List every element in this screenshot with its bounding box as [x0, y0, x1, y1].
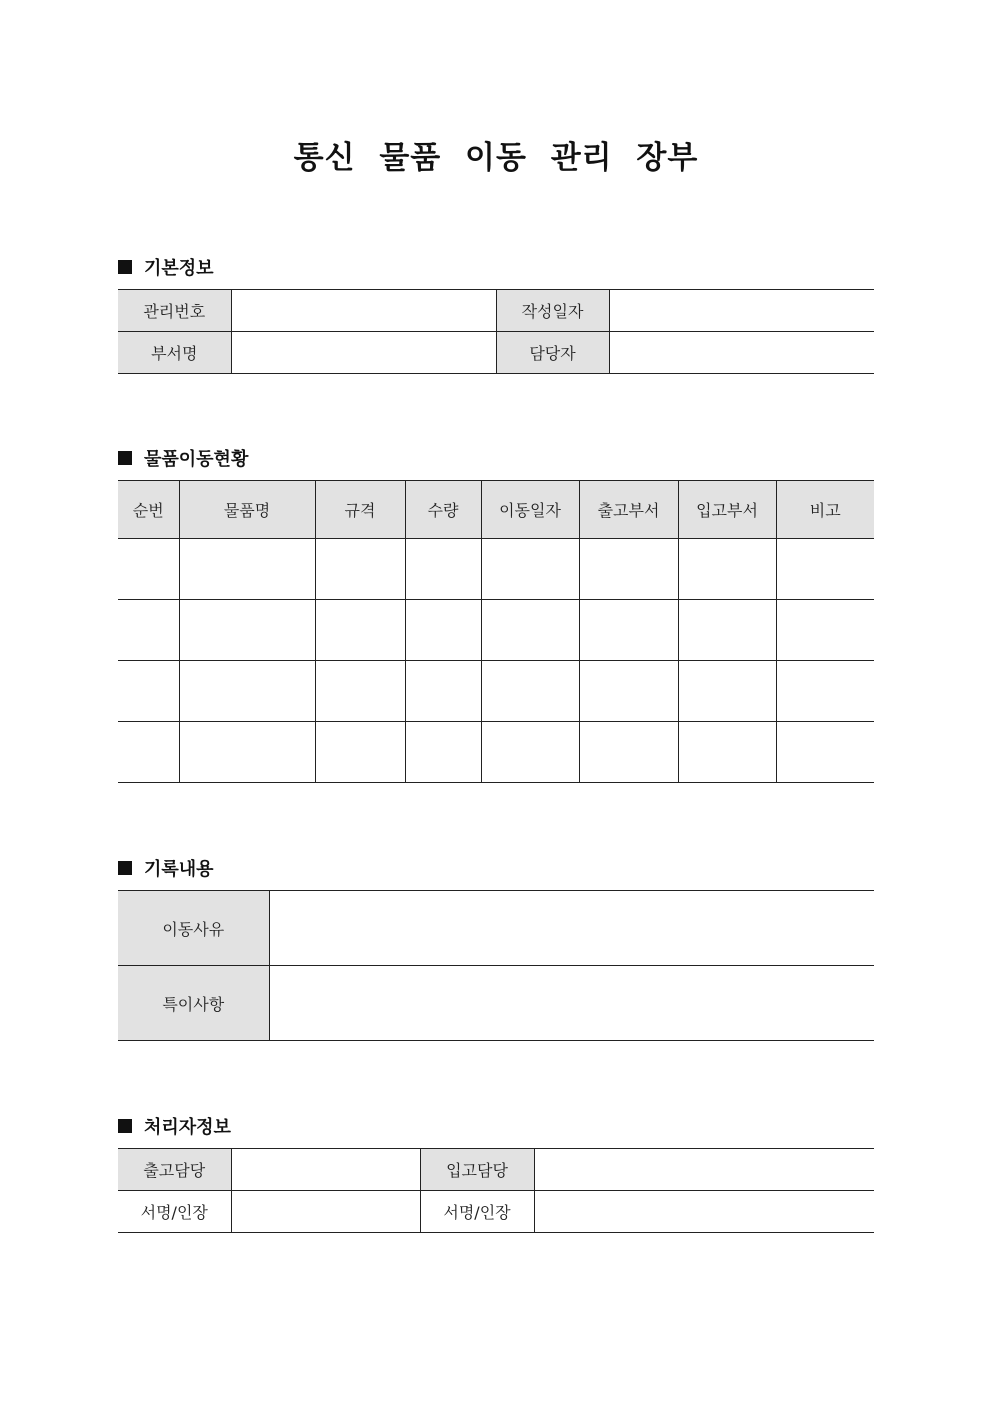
- table-cell[interactable]: [481, 722, 579, 783]
- table-cell[interactable]: [405, 600, 481, 661]
- table-row: [118, 1191, 874, 1233]
- table-cell[interactable]: [179, 539, 315, 600]
- square-bullet-icon: [118, 260, 132, 274]
- table-cell[interactable]: [315, 600, 405, 661]
- table-cell[interactable]: [118, 600, 179, 661]
- table-row: [118, 722, 874, 783]
- sign-right-label: 서명/인장: [420, 1191, 534, 1233]
- section-basic-label: 기본정보: [144, 258, 214, 279]
- table-cell[interactable]: [678, 539, 776, 600]
- column-header-remarks: 비고: [776, 481, 874, 539]
- column-header-date: 이동일자: [481, 481, 579, 539]
- column-header-qty: 수량: [405, 481, 481, 539]
- management-no-field[interactable]: [231, 290, 496, 332]
- table-cell[interactable]: [179, 722, 315, 783]
- manager-label: 담당자: [496, 332, 609, 374]
- table-cell[interactable]: [118, 539, 179, 600]
- table-cell[interactable]: [481, 600, 579, 661]
- section-movement-heading: [118, 445, 248, 471]
- table-cell[interactable]: [776, 600, 874, 661]
- table-cell[interactable]: [776, 539, 874, 600]
- column-header-out-dept: 출고부서: [579, 481, 678, 539]
- table-row: [118, 661, 874, 722]
- movement-table: [118, 480, 874, 783]
- notes-label: 특이사항: [118, 966, 269, 1041]
- sign-left-label: 서명/인장: [118, 1191, 231, 1233]
- reason-field[interactable]: [269, 891, 874, 966]
- table-cell[interactable]: [776, 722, 874, 783]
- manager-field[interactable]: [609, 332, 874, 374]
- column-header-spec: 규격: [315, 481, 405, 539]
- in-manager-field[interactable]: [534, 1149, 874, 1191]
- table-row: [118, 290, 874, 332]
- page-title: 통신 물품 이동 관리 장부: [293, 140, 699, 176]
- section-movement-label: 물품이동현황: [144, 449, 249, 470]
- in-manager-label: 입고담당: [420, 1149, 534, 1191]
- section-handler-heading: [118, 1113, 231, 1139]
- department-label: 부서명: [118, 332, 231, 374]
- table-row: [118, 539, 874, 600]
- table-cell[interactable]: [579, 722, 678, 783]
- handler-table: [118, 1148, 874, 1233]
- notes-field[interactable]: [269, 966, 874, 1041]
- column-header-item: 물품명: [179, 481, 315, 539]
- table-cell[interactable]: [179, 661, 315, 722]
- column-header-in-dept: 입고부서: [678, 481, 776, 539]
- out-manager-field[interactable]: [231, 1149, 420, 1191]
- section-handler-label: 처리자정보: [144, 1117, 231, 1138]
- square-bullet-icon: [118, 1119, 132, 1133]
- department-field[interactable]: [231, 332, 496, 374]
- date-written-field[interactable]: [609, 290, 874, 332]
- sign-right-field[interactable]: [534, 1191, 874, 1233]
- square-bullet-icon: [118, 451, 132, 465]
- table-cell[interactable]: [405, 722, 481, 783]
- table-cell[interactable]: [678, 661, 776, 722]
- basic-info-table: [118, 289, 874, 374]
- table-cell[interactable]: [315, 661, 405, 722]
- table-cell[interactable]: [776, 661, 874, 722]
- table-cell[interactable]: [315, 539, 405, 600]
- sign-left-field[interactable]: [231, 1191, 420, 1233]
- table-row: [118, 600, 874, 661]
- section-record-label: 기록내용: [144, 859, 214, 880]
- table-cell[interactable]: [579, 661, 678, 722]
- table-cell[interactable]: [579, 539, 678, 600]
- square-bullet-icon: [118, 861, 132, 875]
- table-cell[interactable]: [179, 600, 315, 661]
- record-table: [118, 890, 874, 1041]
- table-row: [118, 966, 874, 1041]
- out-manager-label: 출고담당: [118, 1149, 231, 1191]
- table-header-row: [118, 481, 874, 539]
- table-row: [118, 332, 874, 374]
- management-no-label: 관리번호: [118, 290, 231, 332]
- table-cell[interactable]: [481, 539, 579, 600]
- table-row: [118, 1149, 874, 1191]
- table-cell[interactable]: [678, 722, 776, 783]
- table-cell[interactable]: [118, 722, 179, 783]
- table-row: [118, 891, 874, 966]
- table-cell[interactable]: [579, 600, 678, 661]
- table-cell[interactable]: [481, 661, 579, 722]
- table-cell[interactable]: [315, 722, 405, 783]
- table-cell[interactable]: [118, 661, 179, 722]
- reason-label: 이동사유: [118, 891, 269, 966]
- section-record-heading: [118, 855, 214, 881]
- section-basic-heading: [118, 254, 214, 280]
- table-cell[interactable]: [678, 600, 776, 661]
- date-written-label: 작성일자: [496, 290, 609, 332]
- table-cell[interactable]: [405, 661, 481, 722]
- table-cell[interactable]: [405, 539, 481, 600]
- column-header-no: 순번: [118, 481, 179, 539]
